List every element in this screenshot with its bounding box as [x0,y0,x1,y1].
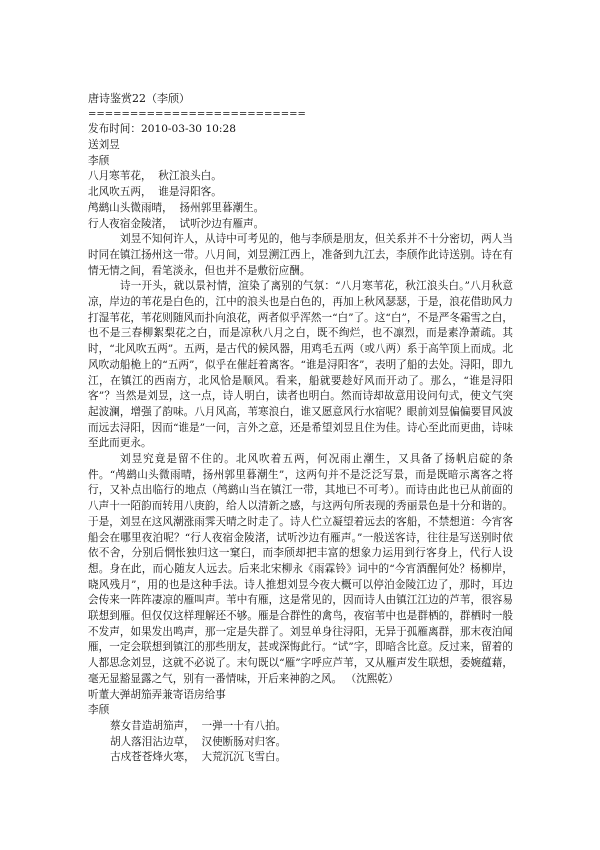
poem-line: 行人夜宿金陵渚， 试听沙边有雁声。 [88,217,265,230]
poem-title: 送刘昱 [88,139,120,152]
poem-line: 鸬鹚山头微雨晴， 扬州郭里暮潮生。 [88,201,265,214]
poem-line: 八月寒苇花， 秋江浪头白。 [88,170,222,183]
title-separator: ========================== [88,108,306,120]
commentary-paragraph: 刘昱不知何许人，从诗中可考见的，他与李颀是朋友，但关系并不十分密切，两人当时同在镇江扬州这一带。八月间，刘昱溯江西上，准备到九江去，李颀作此诗送别。诗在有情无情之间，看笔淡永，但也并不是敷衍应酬。 [88,233,513,277]
poem-author: 李颀 [88,154,110,167]
commentary-paragraph: 诗一开头，就以景衬情，渲染了离别的气氛：“八月寒苇花，秋江浪头白。”八月秋意凉，岸边的苇花是白色的，江中的浪头也是白色的，再加上秋风瑟瑟，于是，浪花借助风力打湿苇花，苇花则随风而扑向浪花，两者似乎浑然一“白”了。这“白”，不是严冬霜雪之白，也不是三春柳絮梨花之白，而是凉秋八月之白，既不绚烂，也不凛烈，而是素净萧疏。其时，“北风吹五两”。五两，是古代的候风器，用鸡毛五两（或八两）系于高竿顶上而成。北风吹动船桅上的“五两”，似乎在催赶着离客。“谁是浔阳客”，表明了船的去处。浔阳，即九江，在镇江的西南方，北风恰是顺风。看来，船就要趁好风而开动了。那么，“谁是浔阳客”？当然是刘昱，这一点，诗人明白，读者也明白。然而诗却故意用设问句式，使文气突起波澜，增强了韵味。八月风高，苇寒浪白，谁又愿意风行水宿呢？眼前刘昱偏偏要冒风波而远去浔阳，因而“谁是”一问，言外之意，还是希望刘昱且住为佳。诗心至此而更曲，诗味至此而更永。 [88,280,513,450]
commentary-paragraph: 刘昱究竟是留不住的。北风吹着五两，何况雨止潮生，又具备了扬帆启碇的条件。“鸬鹚山头微雨晴，扬州郭里暮潮生”，这两句并不是泛泛写景，而是既暗示离客之将行，又补点出临行的地点（鸬鹚山当在镇江一带，其地已不可考）。而诗由此也已从前面的八声十一陌韵而转用八庚韵，给人以清新之感，与这两句所表现的秀丽景色是十分和谐的。于是，刘昱在这风潮涨雨霁天晴之时走了。诗人伫立凝望着远去的客船，不禁想道：今宵客船会在哪里夜泊呢？“行人夜宿金陵渚，试听沙边有雁声。”一般送客诗，往往是写送别时依依不舍，分别后惘怅独归这一窠臼，而李颀却把丰富的想象力运用到行客身上，代行人设想。身在此，而心随友人远去。后来北宋柳永《雨霖铃》词中的“今宵酒醒何处？杨柳岸，晓风残月”，用的也是这种手法。诗人推想刘昱今夜大概可以停泊金陵江边了，那时，耳边会传来一阵阵凄凉的雁叫声。苇中有雁，这是常见的，因而诗人由镇江江边的芦苇，很容易联想到雁。但仅仅这样理解还不够。雁是合群性的禽鸟，夜宿苇中也是群栖的，群栖时一般不发声，如果发出鸣声，那一定是失群了。刘昱单身往浔阳，无异于孤雁离群，那末夜泊闻雁，一定会联想到镇江的那些朋友，甚或深悔此行。“试”字，即暗含比意。反过来，留着的人都思念刘昱，这就不必说了。末句既以“雁”字呼应芦苇，又从雁声发生联想，委婉蕴藉，毫无显豁显露之气，别有一番情味，开后来神韵之风。 （沈熙乾） [88,453,513,685]
poem-line: 北风吹五两， 谁是浔阳客。 [88,186,222,199]
publish-time: 发布时间：2010-03-30 10:28 [88,123,236,136]
poem-line: 古戍苍苍烽火寒， 大荒沉沉飞雪白。 [110,751,287,764]
poem-title: 听董大弹胡笳弄兼寄语房给事 [88,688,226,701]
poem-author: 李颀 [88,704,110,717]
document-title: 唐诗鉴赏22（李颀） [88,92,190,105]
poem-line: 胡人落泪沾边草， 汉使断肠对归客。 [110,735,287,748]
poem-line: 蔡女昔造胡笳声， 一弹一十有八拍。 [110,719,287,732]
document-page [88,91,513,766]
